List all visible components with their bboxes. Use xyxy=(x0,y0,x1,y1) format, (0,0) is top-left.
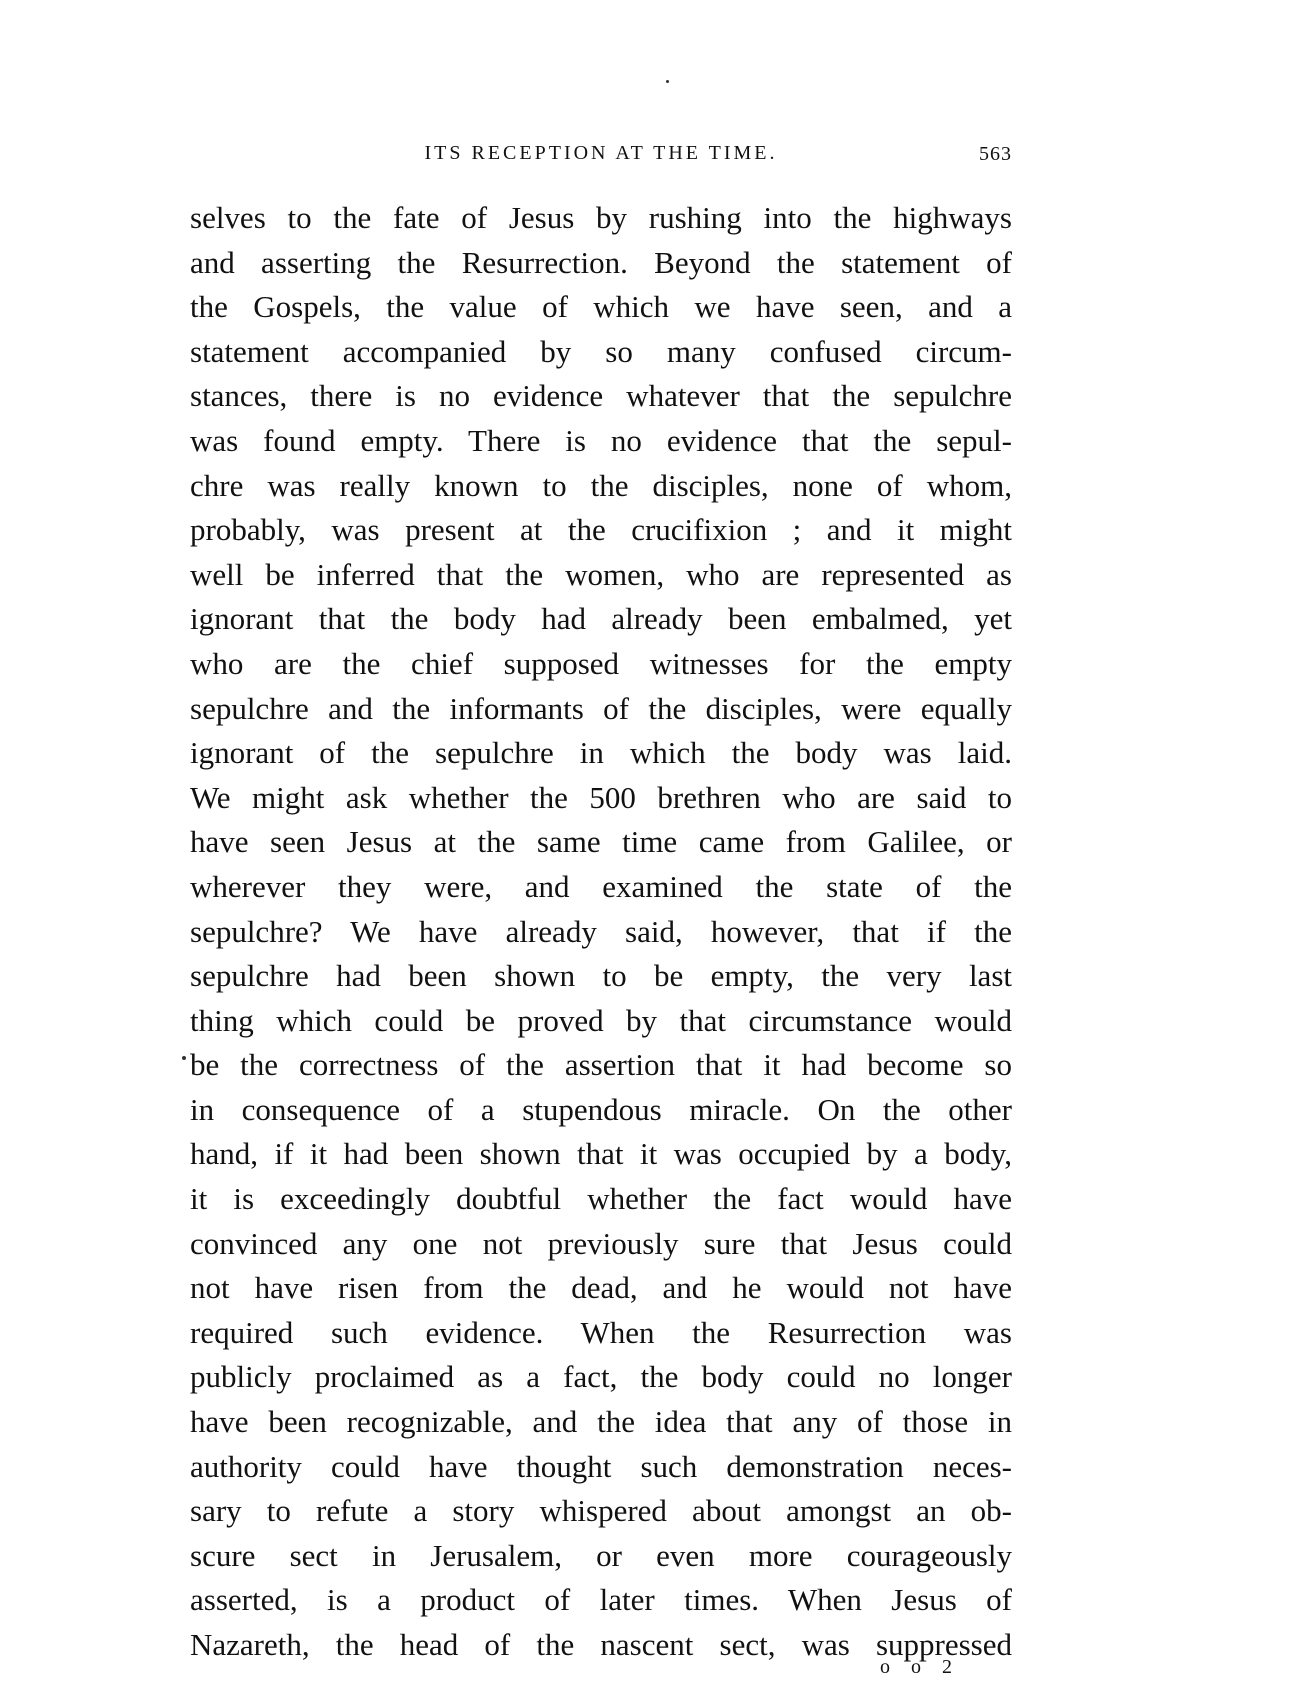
running-head xyxy=(190,142,1012,172)
text-line: it is exceedingly doubtful whether the fact would have xyxy=(190,1181,1012,1217)
text-line: well be inferred that the women, who are represented as xyxy=(190,556,1012,592)
page-number: 563 xyxy=(979,143,1012,165)
text-line: ignorant of the sepulchre in which the body was laid. xyxy=(190,735,1012,771)
text-line: the Gospels, the value of which we have seen, and a xyxy=(190,289,1012,325)
running-title: ITS RECEPTION AT THE TIME. xyxy=(424,142,778,164)
text-line: publicly proclaimed as a fact, the body could no longer xyxy=(190,1359,1012,1395)
text-line: sepulchre had been shown to be empty, the very last xyxy=(190,958,1012,994)
text-line: convinced any one not previously sure that Jesus could xyxy=(190,1225,1012,1261)
text-line: hand, if it had been shown that it was occupied by a body, xyxy=(190,1136,1012,1172)
print-speck xyxy=(666,80,669,83)
text-line: wherever they were, and examined the state of the xyxy=(190,868,1012,904)
text-line: We might ask whether the 500 brethren who are said to xyxy=(190,779,1012,815)
signature-mark: o o 2 xyxy=(880,1656,960,1678)
text-line: who are the chief supposed witnesses for the empty xyxy=(190,645,1012,681)
text-line: have been recognizable, and the idea that any of those in xyxy=(190,1404,1012,1440)
text-line: sepulchre? We have already said, however, that if the xyxy=(190,913,1012,949)
text-line: was found empty. There is no evidence that the sepul- xyxy=(190,422,1012,458)
text-line: ignorant that the body had already been embalmed, yet xyxy=(190,601,1012,637)
text-line: required such evidence. When the Resurrection was xyxy=(190,1314,1012,1350)
text-line: selves to the fate of Jesus by rushing into the highways xyxy=(190,200,1012,235)
text-line: chre was really known to the disciples, none of whom, xyxy=(190,467,1012,503)
text-line: sary to refute a story whispered about amongst an ob- xyxy=(190,1493,1012,1529)
text-line: and asserting the Resurrection. Beyond the statement of xyxy=(190,244,1012,280)
body-text xyxy=(190,196,1012,1668)
text-line: in consequence of a stupendous miracle. On the other xyxy=(190,1091,1012,1127)
text-line: not have risen from the dead, and he would not have xyxy=(190,1270,1012,1306)
text-line: thing which could be proved by that circumstance would xyxy=(190,1002,1012,1038)
text-line: stances, there is no evidence whatever that the sepulchre xyxy=(190,378,1012,414)
text-line: sepulchre and the informants of the disciples, were equally xyxy=(190,690,1012,726)
text-line: probably, was present at the crucifixion ; and it might xyxy=(190,512,1012,548)
print-speck xyxy=(182,1056,186,1060)
text-line: statement accompanied by so many confused circum- xyxy=(190,333,1012,369)
text-line: be the correctness of the assertion that it had become so xyxy=(190,1047,1012,1083)
text-line: authority could have thought such demonstration neces- xyxy=(190,1448,1012,1484)
text-line: asserted, is a product of later times. When Jesus of xyxy=(190,1582,1012,1618)
text-line: Nazareth, the head of the nascent sect, was suppressed xyxy=(190,1627,1012,1662)
text-line: scure sect in Jerusalem, or even more courageously xyxy=(190,1537,1012,1573)
text-line: have seen Jesus at the same time came from Galilee, or xyxy=(190,824,1012,860)
